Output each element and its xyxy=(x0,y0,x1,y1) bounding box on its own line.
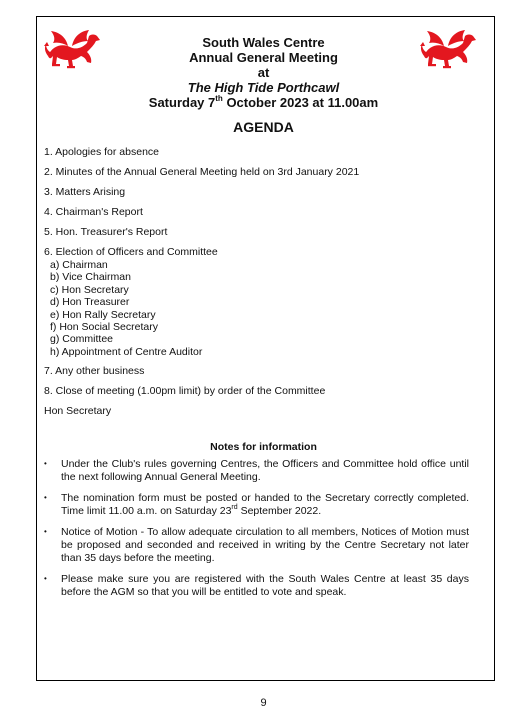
agenda-item-2: 2. Minutes of the Annual General Meeting held on 3rd January 2021 xyxy=(44,166,360,178)
election-list xyxy=(44,259,484,358)
election-item: h) Appointment of Centre Auditor xyxy=(50,345,203,358)
election-item: g) Committee xyxy=(50,333,114,346)
bullet-icon: • xyxy=(44,527,47,537)
meeting-header xyxy=(100,35,427,110)
note-item: • Under the Club's rules governing Centres, the Officers and Committee hold office until the next following Annual General Meeting. xyxy=(44,458,469,483)
bullet-icon: • xyxy=(44,459,47,468)
centre-name: South Wales Centre xyxy=(202,35,325,50)
welsh-dragon-icon xyxy=(42,26,108,72)
agenda-list xyxy=(44,146,484,405)
agenda-title: AGENDA xyxy=(233,119,294,135)
agenda-item-1: 1. Apologies for absence xyxy=(44,146,159,158)
agenda-item-8: 8. Close of meeting (1.00pm limit) by order of the Committee xyxy=(44,385,326,398)
agenda-item-7: 7. Any other business xyxy=(44,365,145,378)
election-item: a) Chairman xyxy=(50,259,108,271)
meeting-date: Saturday 7th October 2023 at 11.00am xyxy=(148,94,379,110)
note-item: • The nomination form must be posted or handed to the Secretary correctly completed. Time limit 11.00 a.m. on Saturday 23rd September 2022. xyxy=(44,492,469,517)
notes-title: Notes for information xyxy=(210,441,317,453)
agenda-item-6 xyxy=(44,246,484,358)
election-item: e) Hon Rally Secretary xyxy=(50,308,156,321)
election-item: f) Hon Social Secretary xyxy=(50,321,158,334)
agenda-item-3: 3. Matters Arising xyxy=(44,186,126,198)
page-number: 9 xyxy=(260,697,267,709)
election-item: b) Vice Chairman xyxy=(50,271,131,284)
bullet-icon: • xyxy=(44,493,47,503)
notes-list xyxy=(44,458,469,607)
venue-name: The High Tide Porthcawl xyxy=(187,80,340,95)
election-item: d) Hon Treasurer xyxy=(50,296,130,309)
meeting-type: Annual General Meeting xyxy=(189,50,338,65)
note-item: • Please make sure you are registered with the South Wales Centre at least 35 days before the AGM so that you will be entitled to vote and speak. xyxy=(44,573,469,598)
welsh-dragon-icon xyxy=(418,26,484,72)
signature-title: Hon Secretary xyxy=(44,405,112,417)
agenda-item-5: 5. Hon. Treasurer's Report xyxy=(44,226,168,238)
agenda-item-4: 4. Chairman's Report xyxy=(44,206,143,218)
header-at: at xyxy=(257,65,270,80)
note-item: • Notice of Motion - To allow adequate circulation to all members, Notices of Motion must be proposed and seconded and received in writing by the Centre Secretary not later than 35 days before the meeting. xyxy=(44,526,469,564)
agenda-item-6-title: 6. Election of Officers and Committee xyxy=(44,246,218,258)
election-item: c) Hon Secretary xyxy=(50,283,129,296)
bullet-icon: • xyxy=(44,574,47,584)
